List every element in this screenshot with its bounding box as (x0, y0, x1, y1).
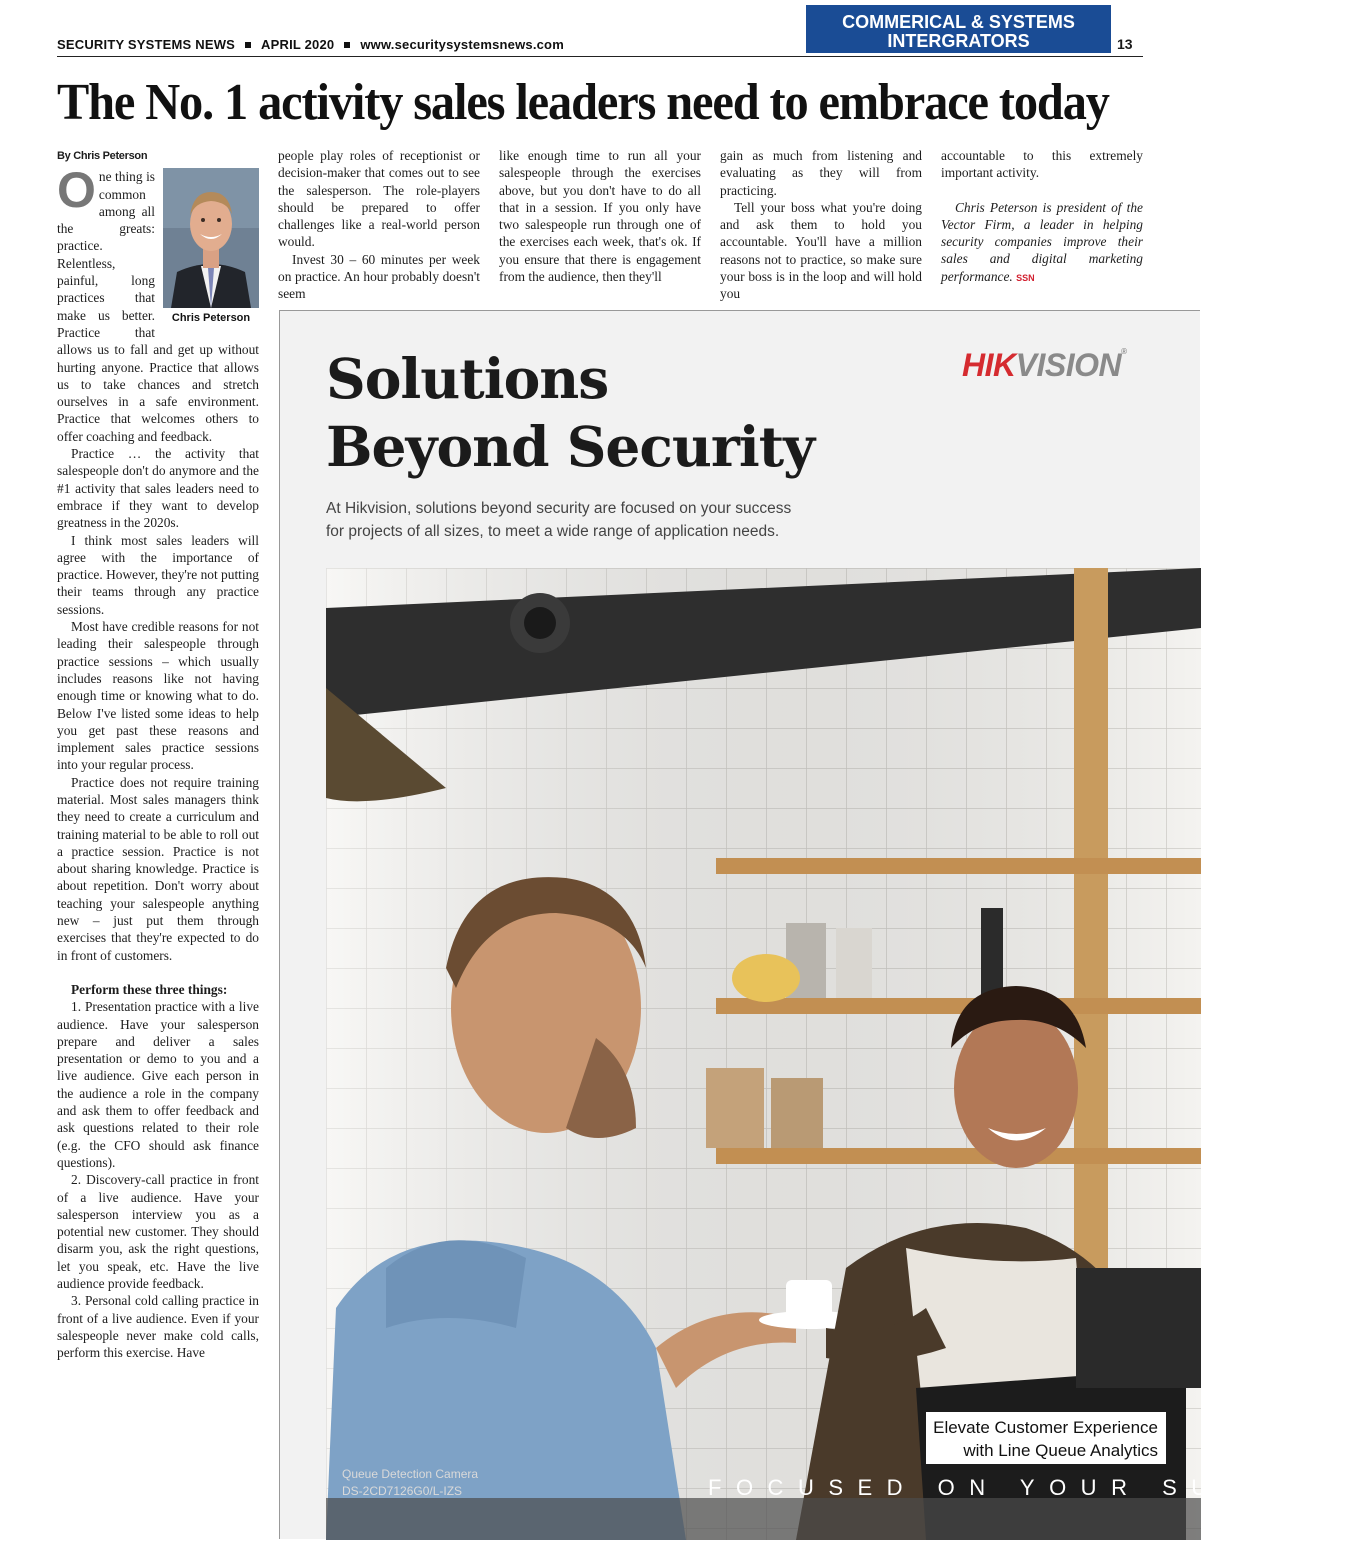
paragraph: Practice … the activity that salespeople don't do anymore and the #1 activity that sales leaders need to embrace if they want to develop greatness in the 2020s. (57, 446, 259, 531)
author-bio-text: Chris Peterson is president of the Vector Firm, a leader in helping security companies improve their sales and digital marketing performance. (941, 199, 1143, 284)
camera-name: Queue Detection Camera (342, 1467, 479, 1481)
logo-red-part: HIK (962, 347, 1016, 383)
section-label-line2: INTERGRATORS (887, 31, 1030, 51)
ad-title (326, 345, 814, 481)
registered-mark: ® (1121, 347, 1127, 356)
article-column-5 (941, 147, 1143, 287)
drop-cap: O (57, 162, 96, 219)
callout-line1: Elevate Customer Experience (933, 1418, 1158, 1437)
paragraph-text: ne thing is common among all the greats: practice. Relentless, painful, long practices that make us better. Practice that allows us to fall and get up without hurting anyone. Practice that allows us to take chances and stretch ourselves in a safe environment. Practice that welcomes others to offer coaching and feedback. (57, 169, 259, 444)
header-rule (57, 56, 1143, 57)
issue-date: APRIL 2020 (261, 37, 335, 52)
hikvision-logo (962, 347, 1126, 384)
photo-caption: Chris Peterson (171, 312, 251, 325)
paragraph (57, 162, 259, 445)
callout-line2: with Line Queue Analytics (963, 1441, 1158, 1460)
paragraph: gain as much from listening and evaluating as they will from practicing. (720, 148, 922, 198)
article-column-2 (278, 147, 480, 303)
camera-model-caption (342, 1466, 478, 1500)
subhead: Perform these three things: (71, 981, 228, 997)
separator-square (245, 42, 251, 48)
cafe-scene-illustration (326, 568, 1201, 1540)
ad-title-line1: Solutions (326, 346, 609, 411)
paragraph: 3. Personal cold calling practice in front of a live audience. Even if your salespeople never make cold calls, perform this exercise. Have (57, 1293, 259, 1361)
hikvision-advertisement (279, 310, 1370, 1539)
page-number: 13 (1117, 36, 1133, 52)
cafe-scene-photo (326, 568, 1201, 1540)
section-label-line1: COMMERICAL & SYSTEMS (842, 12, 1075, 32)
end-mark: SSN (1016, 272, 1035, 283)
paragraph: Tell your boss what you're doing and ask them to hold you accountable. You'll have a million reasons not to practice, so make sure your boss is in the loop and will hold you (720, 199, 922, 302)
paragraph: 1. Presentation practice with a live audience. Have your salesperson prepare and deliver a sales presentation or demo to you and a live audience. Give each person in the audience a role in the company and ask them to offer feedback and ask questions related to their role (e.g. the CFO should ask finance questions). (57, 999, 259, 1170)
separator-square (344, 42, 350, 48)
byline: By Chris Peterson (57, 150, 148, 162)
paragraph: Practice does not require training material. Most sales managers think they need to create a curriculum and training material to be able to roll out a practice session. Practice is not about sharing knowledge. Practice is about repetition. Don't worry about teaching your salespeople anything new – just put them through exercises that they're expected to do in front of customers. (57, 774, 259, 963)
running-header (57, 37, 564, 52)
author-photo (163, 168, 259, 308)
paragraph: I think most sales leaders will agree with the importance of practice. However, they're not putting their teams through any practice sessions. (57, 532, 259, 617)
paragraph: like enough time to run all your salespeople through the exercises above, but you don't have to do all that in a session. If you only have two salespeople run through one of the exercises each week, that's ok. If you ensure that there is engagement from the audience, then they'll (499, 148, 701, 285)
article-column-1 (57, 148, 259, 1361)
article-headline: The No. 1 activity sales leaders need to embrace today (57, 74, 1109, 131)
article-column-4 (720, 147, 922, 303)
queue-analytics-callout (926, 1412, 1166, 1464)
paragraph: Invest 30 – 60 minutes per week on practice. An hour probably doesn't seem (278, 251, 480, 302)
paragraph: 2. Discovery-call practice in front of a live audience. Have your salesperson interview you as a potential new customer. They should disarm you, ask the right questions, let you speak, etc. Have the live audience provide feedback. (57, 1172, 259, 1291)
ad-tagline: FOCUSED ON YOUR SUCCESS (708, 1475, 1370, 1500)
website-url[interactable]: www.securitysystemsnews.com (360, 37, 564, 52)
paragraph: people play roles of receptionist or decision-maker that comes out to see the salesperson. The role-players should be prepared to offer challenges like a real-world person would. (278, 148, 480, 250)
author-bio (941, 199, 1143, 287)
author-photo-block (163, 168, 259, 330)
logo-gray-part: VISION (1015, 347, 1122, 383)
section-label (806, 5, 1111, 53)
paragraph: Most have credible reasons for not leading their salespeople through practice sessions – which usually includes reasons like not having enough time or knowing what to do. Below I've listed some ideas to help you get past these reasons and implement sales practice sessions into your regular process. (57, 619, 259, 773)
camera-model-number: DS-2CD7126G0/L-IZS (342, 1484, 463, 1498)
publication-name: SECURITY SYSTEMS NEWS (57, 37, 236, 52)
article-column-3 (499, 147, 701, 285)
ad-title-line2: Beyond Security (326, 414, 815, 479)
paragraph: accountable to this extremely important activity. (941, 148, 1143, 181)
author-portrait-illustration (163, 168, 259, 308)
ad-description: At Hikvision, solutions beyond security are focused on your success for projects of all sizes, to meet a wide range of application needs. (326, 500, 792, 540)
